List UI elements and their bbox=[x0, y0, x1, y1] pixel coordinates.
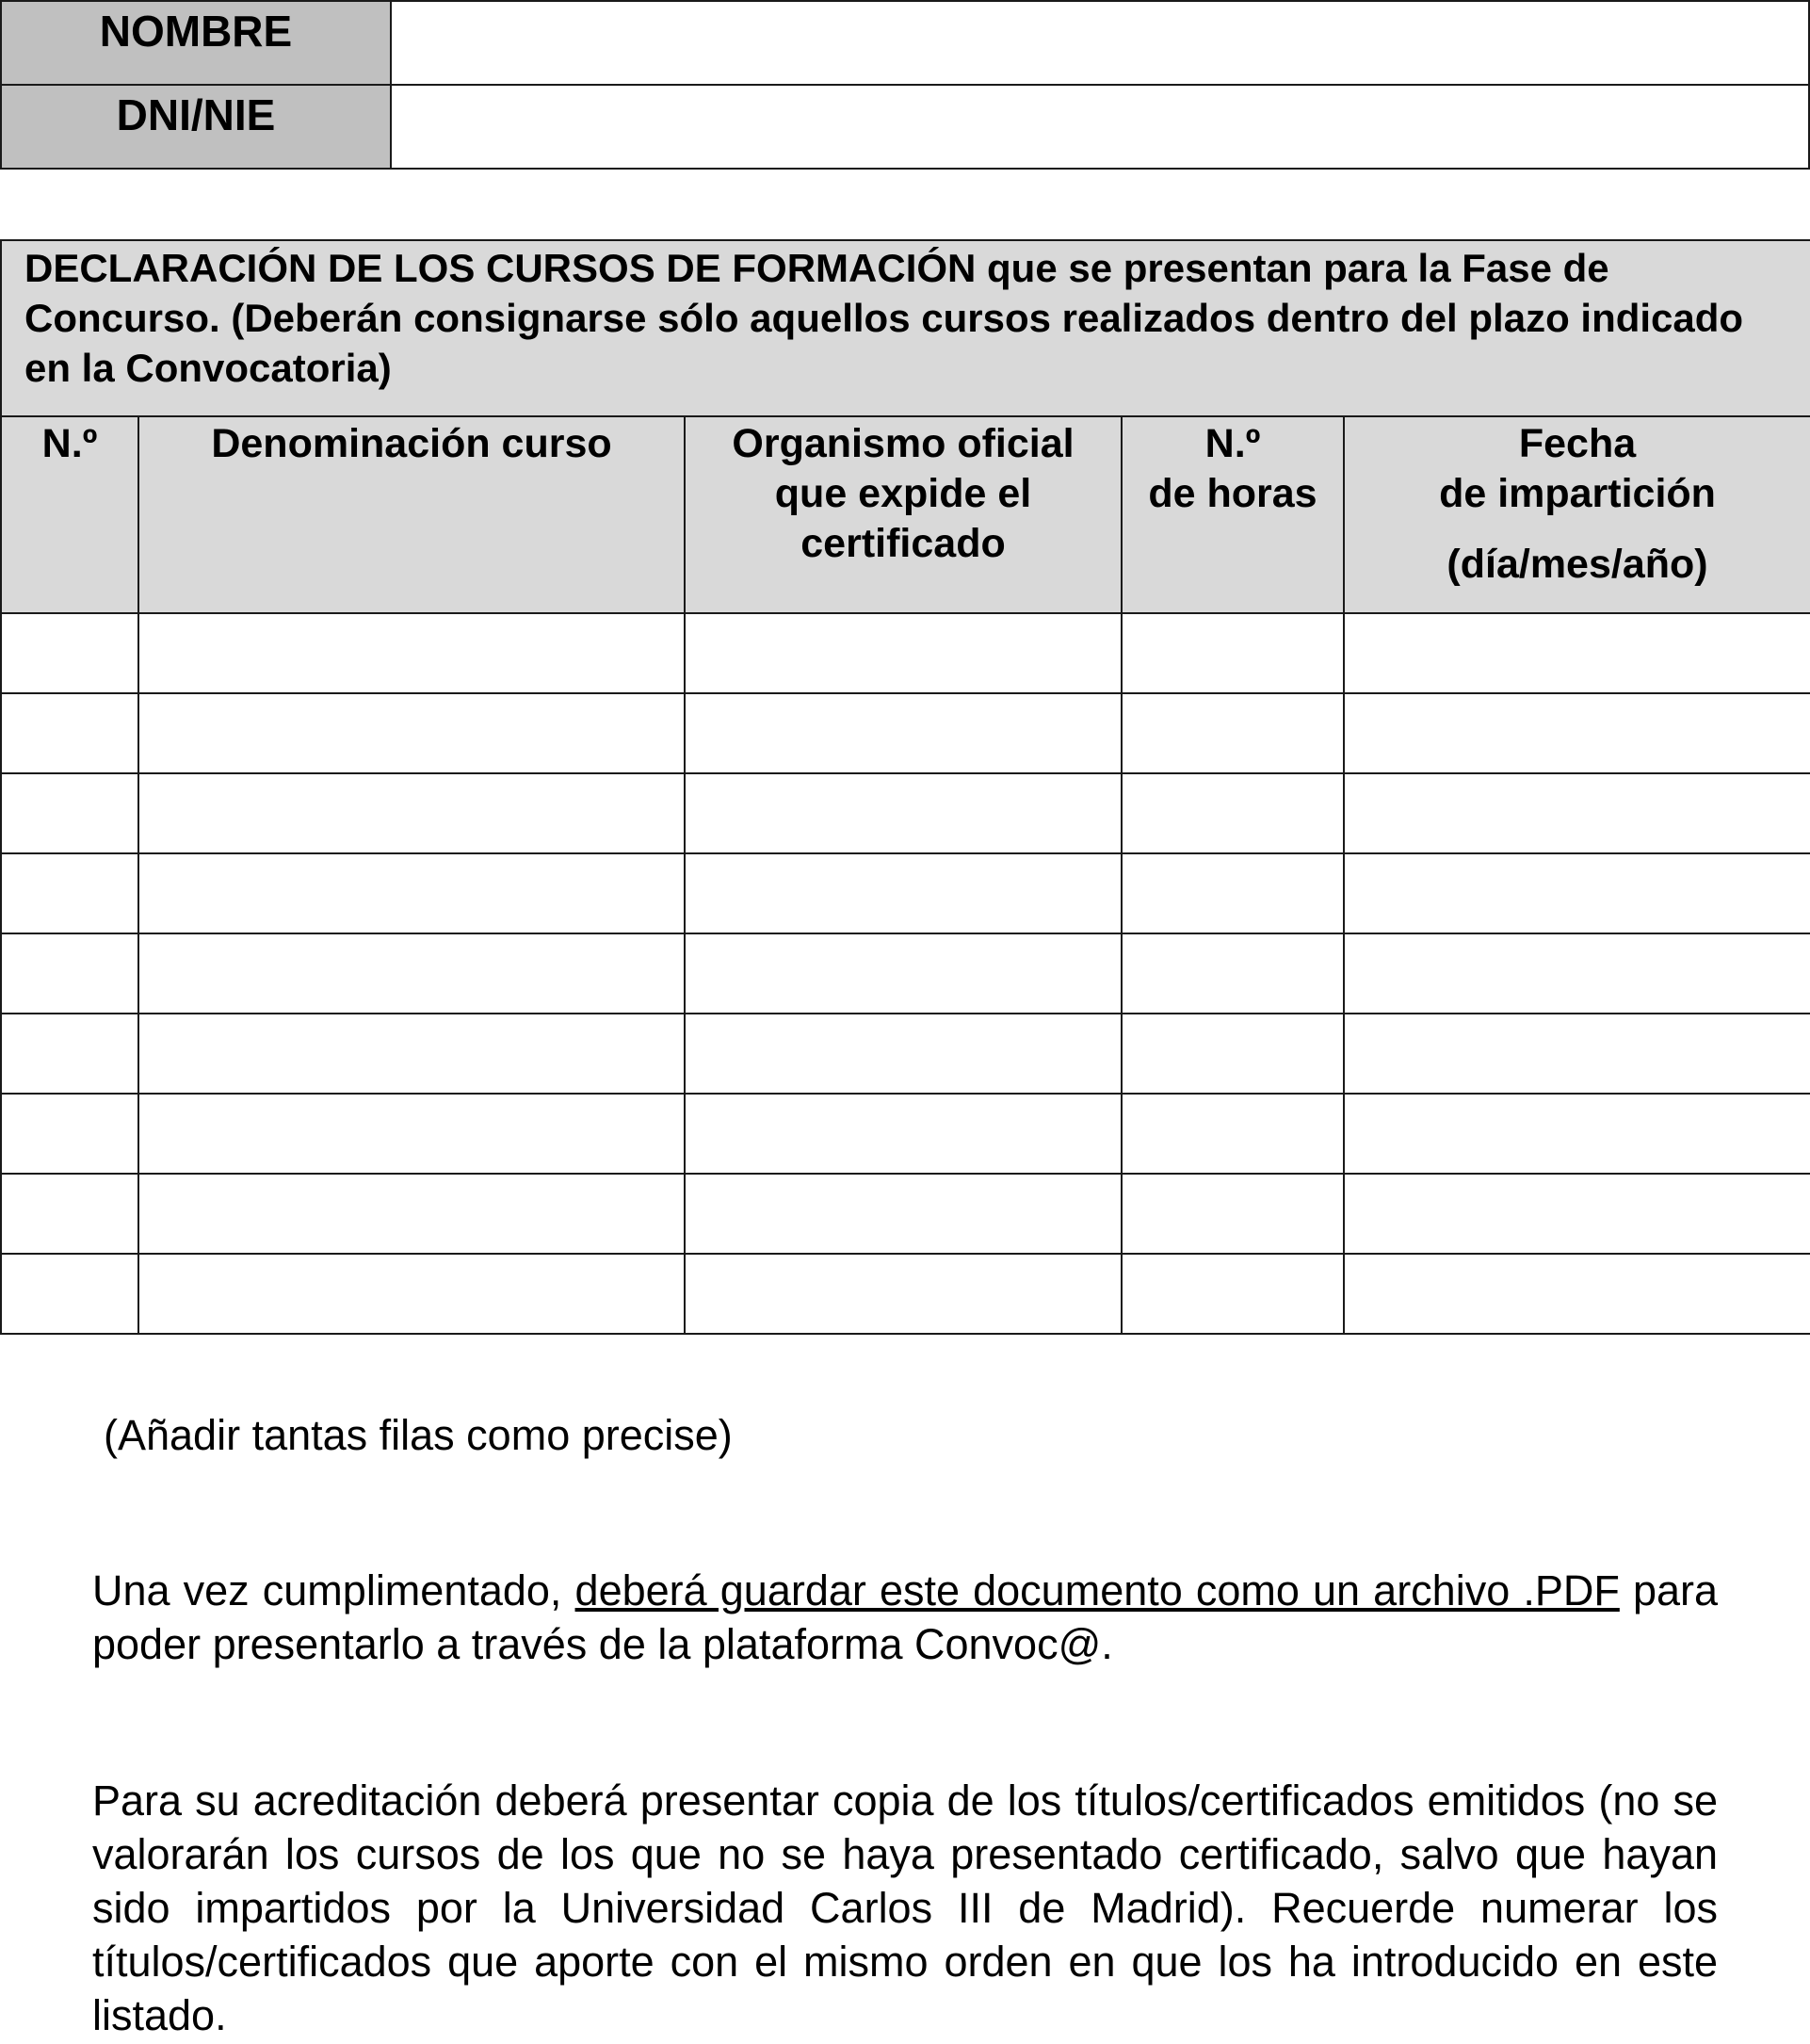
cell-num[interactable] bbox=[1, 933, 138, 1014]
cell-organism[interactable] bbox=[685, 693, 1122, 773]
declaration-header-row bbox=[1, 240, 1810, 416]
col-header-organism bbox=[685, 416, 1122, 613]
cell-date[interactable] bbox=[1344, 773, 1810, 853]
cell-organism[interactable] bbox=[685, 773, 1122, 853]
col-header-hours bbox=[1122, 416, 1344, 613]
table-row bbox=[1, 1254, 1810, 1334]
table-row bbox=[1, 933, 1810, 1014]
table-row bbox=[1, 1014, 1810, 1094]
save-instructions bbox=[92, 1564, 1718, 1671]
col-header-course-name bbox=[138, 416, 685, 613]
accreditation-instructions: Para su acreditación deberá presentar copia de los títulos/certificados emitidos (no se valorarán los cursos de los que no se haya presentado certificado, salvo que hayan sido impartidos por la Universidad Carlos III de Madrid). Recuerde numerar los títulos/certificados que aporte con el mismo orden en que los ha introducido en este listado. bbox=[92, 1776, 1718, 2039]
col-hours-label-2: de horas bbox=[1148, 471, 1317, 516]
col-header-date bbox=[1344, 416, 1810, 613]
cell-course-name[interactable] bbox=[138, 1094, 685, 1174]
cell-date[interactable] bbox=[1344, 1014, 1810, 1094]
cell-num[interactable] bbox=[1, 853, 138, 933]
dni-nie-field[interactable] bbox=[391, 85, 1809, 169]
col-hours-label-1: N.º bbox=[1204, 421, 1261, 466]
cell-hours[interactable] bbox=[1122, 1094, 1344, 1174]
cell-organism[interactable] bbox=[685, 933, 1122, 1014]
cell-organism[interactable] bbox=[685, 1094, 1122, 1174]
col-date-label-2: de impartición bbox=[1439, 471, 1716, 516]
cell-hours[interactable] bbox=[1122, 1254, 1344, 1334]
table-row bbox=[1, 1174, 1810, 1254]
table-row bbox=[1, 1094, 1810, 1174]
table-row bbox=[1, 693, 1810, 773]
cell-course-name[interactable] bbox=[138, 933, 685, 1014]
cell-course-name[interactable] bbox=[138, 1174, 685, 1254]
course-rows bbox=[1, 613, 1810, 1334]
dni-nie-label: DNI/NIE bbox=[1, 85, 391, 169]
cell-hours[interactable] bbox=[1122, 1174, 1344, 1254]
cell-organism[interactable] bbox=[685, 613, 1122, 693]
cell-organism[interactable] bbox=[685, 1174, 1122, 1254]
col-organism-label: Organismo oficial que expide el certificado bbox=[732, 421, 1075, 566]
column-header-row bbox=[1, 416, 1810, 613]
col-header-num bbox=[1, 416, 138, 613]
add-rows-note: (Añadir tantas filas como precise) bbox=[104, 1411, 733, 1459]
col-date-format: (día/mes/año) bbox=[1446, 542, 1708, 587]
cell-num[interactable] bbox=[1, 1174, 138, 1254]
cell-organism[interactable] bbox=[685, 1014, 1122, 1094]
col-course-name-label: Denominación curso bbox=[211, 421, 612, 466]
identity-table bbox=[0, 0, 1810, 170]
cell-num[interactable] bbox=[1, 693, 138, 773]
name-row bbox=[1, 1, 1809, 85]
name-label: NOMBRE bbox=[1, 1, 391, 85]
cell-hours[interactable] bbox=[1122, 693, 1344, 773]
cell-course-name[interactable] bbox=[138, 613, 685, 693]
cell-date[interactable] bbox=[1344, 1094, 1810, 1174]
courses-table bbox=[0, 239, 1810, 1335]
save-instructions-end: para poder presentarlo a través de la plataforma Convoc@. bbox=[92, 1566, 1719, 1668]
cell-date[interactable] bbox=[1344, 853, 1810, 933]
declaration-header bbox=[1, 240, 1810, 416]
col-num-label: N.º bbox=[41, 421, 98, 466]
table-row bbox=[1, 773, 1810, 853]
cell-hours[interactable] bbox=[1122, 773, 1344, 853]
cell-date[interactable] bbox=[1344, 613, 1810, 693]
col-date-label-1: Fecha bbox=[1518, 421, 1637, 466]
cell-hours[interactable] bbox=[1122, 1014, 1344, 1094]
cell-organism[interactable] bbox=[685, 853, 1122, 933]
cell-date[interactable] bbox=[1344, 933, 1810, 1014]
cell-course-name[interactable] bbox=[138, 853, 685, 933]
cell-num[interactable] bbox=[1, 1254, 138, 1334]
cell-course-name[interactable] bbox=[138, 773, 685, 853]
cell-date[interactable] bbox=[1344, 693, 1810, 773]
cell-num[interactable] bbox=[1, 613, 138, 693]
declaration-instructions: (Deberán consignarse sólo aquellos cursos realizados dentro del plazo indicado en la Convocatoria) bbox=[24, 296, 1744, 390]
cell-organism[interactable] bbox=[685, 1254, 1122, 1334]
cell-course-name[interactable] bbox=[138, 1254, 685, 1334]
cell-hours[interactable] bbox=[1122, 853, 1344, 933]
cell-hours[interactable] bbox=[1122, 613, 1344, 693]
cell-hours[interactable] bbox=[1122, 933, 1344, 1014]
cell-num[interactable] bbox=[1, 1094, 138, 1174]
cell-num[interactable] bbox=[1, 1014, 138, 1094]
cell-date[interactable] bbox=[1344, 1174, 1810, 1254]
save-instructions-start: Una vez cumplimentado, bbox=[92, 1566, 575, 1614]
table-row bbox=[1, 613, 1810, 693]
name-field[interactable] bbox=[391, 1, 1809, 85]
cell-num[interactable] bbox=[1, 773, 138, 853]
id-row bbox=[1, 85, 1809, 169]
save-instructions-emphasis: deberá guardar este documento como un archivo .PDF bbox=[574, 1566, 1620, 1614]
cell-course-name[interactable] bbox=[138, 693, 685, 773]
cell-date[interactable] bbox=[1344, 1254, 1810, 1334]
declaration-title: DECLARACIÓN DE LOS CURSOS DE FORMACIÓN que se presentan para la Fase de Concurso. bbox=[24, 246, 1609, 340]
cell-course-name[interactable] bbox=[138, 1014, 685, 1094]
table-row bbox=[1, 853, 1810, 933]
